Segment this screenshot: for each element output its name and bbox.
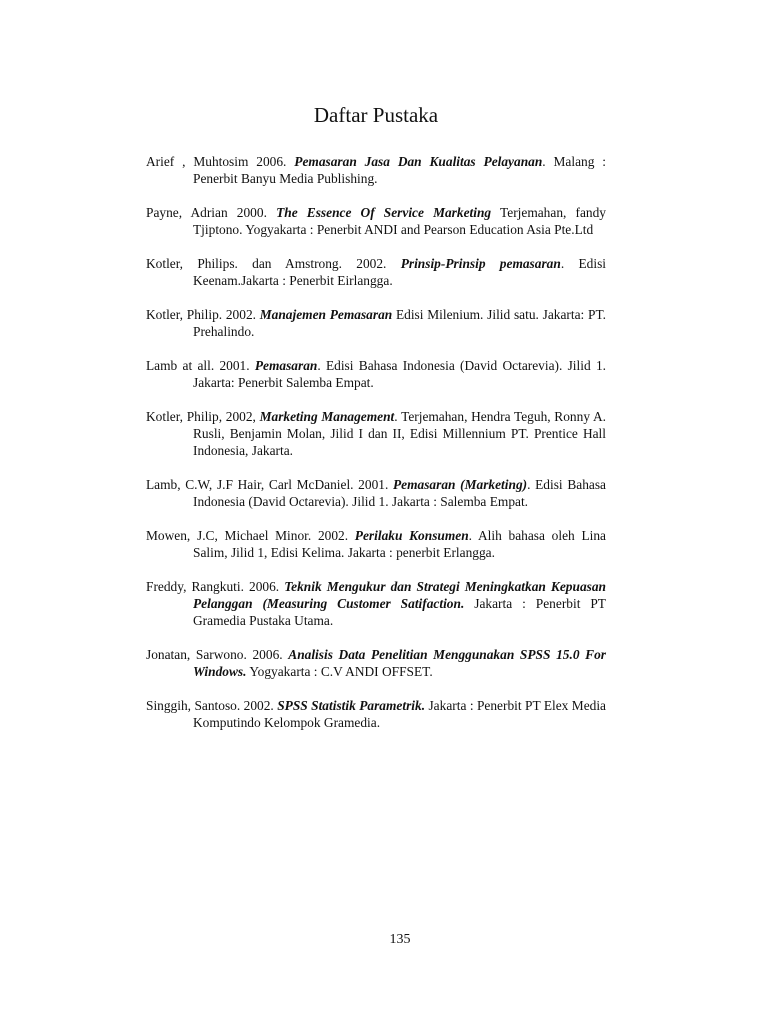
reference-entry <box>146 697 606 731</box>
reference-title: The Essence Of Service Marketing <box>276 205 492 220</box>
reference-text: Jonatan, Sarwono. 2006. <box>146 647 289 662</box>
reference-title: SPSS Statistik Parametrik. <box>277 698 426 713</box>
reference-title: Manajemen Pemasaran <box>259 307 393 322</box>
reference-text: Arief , Muhtosim 2006. <box>146 154 295 169</box>
reference-text: Singgih, Santoso. 2002. <box>146 698 278 713</box>
reference-title: Teknik Mengukur dan Strategi Meningkatkan Kepuasan Pelanggan (Measuring Customer Satifaction. <box>193 579 607 611</box>
reference-entry <box>146 306 606 340</box>
reference-title: Perilaku Konsumen <box>354 528 469 543</box>
reference-title: Pemasaran <box>254 358 318 373</box>
reference-text: Payne, Adrian 2000. <box>146 205 277 220</box>
reference-text: . Alih bahasa oleh Lina Salim, Jilid 1, Edisi Kelima. Jakarta : penerbit Erlangga. <box>193 528 606 560</box>
reference-title: Analisis Data Penelitian Menggunakan SPSS 15.0 For Windows. <box>193 647 606 679</box>
reference-text: Lamb, C.W, J.F Hair, Carl McDaniel. 2001. <box>146 477 393 492</box>
reference-entry <box>146 527 606 561</box>
reference-text: . Malang : Penerbit Banyu Media Publishing. <box>193 154 606 186</box>
reference-entry <box>146 646 606 680</box>
page-number: 135 <box>389 932 411 947</box>
reference-entry <box>146 255 606 289</box>
reference-list <box>146 153 606 748</box>
reference-entry <box>146 204 606 238</box>
reference-text: . Edisi Keenam.Jakarta : Penerbit Eirlangga. <box>193 256 606 288</box>
reference-text: Freddy, Rangkuti. 2006. <box>146 579 285 594</box>
page-title: Daftar Pustaka <box>313 103 439 127</box>
reference-entry <box>146 153 606 187</box>
reference-text: Jakarta : Penerbit PT Elex Media Komputindo Kelompok Gramedia. <box>193 698 606 730</box>
reference-text: . Edisi Bahasa Indonesia (David Octarevia). Jilid 1. Jakarta: Penerbit Salemba Empat. <box>193 358 606 390</box>
reference-entry <box>146 578 606 629</box>
reference-title: Marketing Management <box>259 409 395 424</box>
reference-text: Yogyakarta : C.V ANDI OFFSET. <box>246 664 433 679</box>
reference-text: Kotler, Philips. dan Amstrong. 2002. <box>146 256 401 271</box>
reference-text: . Terjemahan, Hendra Teguh, Ronny A. Rusli, Benjamin Molan, Jilid I dan II, Edisi Millennium PT. Prentice Hall Indonesia, Jakarta. <box>193 409 606 458</box>
reference-title: Pemasaran Jasa Dan Kualitas Pelayanan <box>294 154 543 169</box>
reference-text: Lamb at all. 2001. <box>146 358 255 373</box>
reference-entry <box>146 357 606 391</box>
reference-entry <box>146 476 606 510</box>
reference-text: . Edisi Bahasa Indonesia (David Octarevia). Jilid 1. Jakarta : Salemba Empat. <box>193 477 606 509</box>
reference-title: Pemasaran (Marketing) <box>392 477 528 492</box>
reference-text: Terjemahan, fandy Tjiptono. Yogyakarta : Penerbit ANDI and Pearson Education Asia Pte.Ltd <box>193 205 606 237</box>
reference-text: Edisi Milenium. Jilid satu. Jakarta: PT. Prehalindo. <box>193 307 606 339</box>
reference-text: Kotler, Philip. 2002. <box>146 307 260 322</box>
reference-text: Mowen, J.C, Michael Minor. 2002. <box>146 528 355 543</box>
reference-text: Kotler, Philip, 2002, <box>146 409 260 424</box>
reference-text: Jakarta : Penerbit PT Gramedia Pustaka Utama. <box>193 596 606 628</box>
reference-title: Prinsip-Prinsip pemasaran <box>400 256 561 271</box>
reference-entry <box>146 408 606 459</box>
